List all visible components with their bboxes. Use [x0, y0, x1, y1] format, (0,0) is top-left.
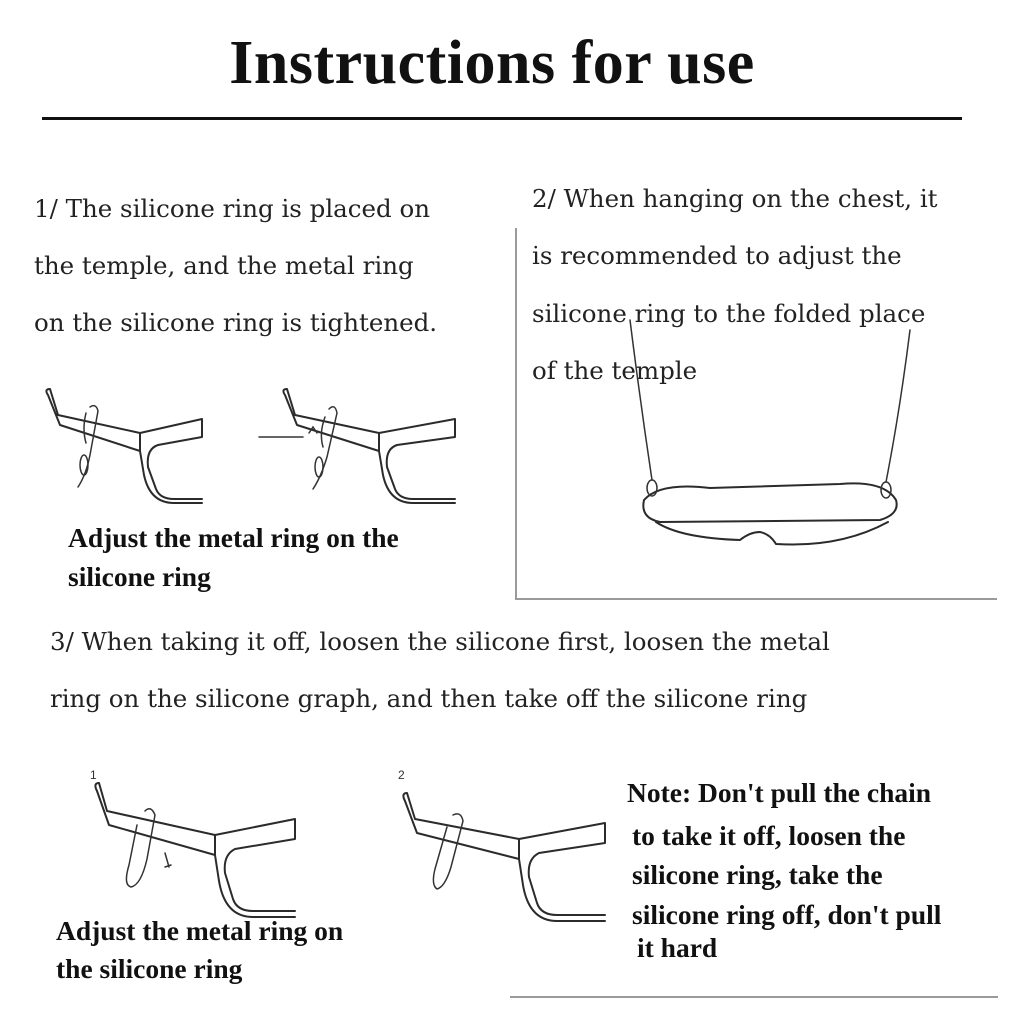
step1-caption-line-1: Adjust the metal ring on the [68, 522, 399, 553]
step3-caption-line-1: Adjust the metal ring on [56, 915, 344, 946]
bottom-divider [510, 996, 998, 998]
step1-line-3: on the silicone ring is tightened. [34, 308, 438, 337]
note-line-1: Note: Don't pull the chain [627, 777, 932, 808]
step1-illustration-b [255, 385, 465, 515]
step3-figure-1-number: 1 [90, 768, 97, 782]
column-divider [515, 228, 517, 600]
step3-illustration-1 [85, 775, 300, 925]
note-line-2: to take it off, loosen the [632, 820, 906, 851]
section-divider [515, 598, 997, 600]
step1-illustration-a [40, 385, 220, 515]
step3-illustration-2 [395, 775, 610, 925]
title-divider [42, 117, 962, 120]
step1-line-2: the temple, and the metal ring [34, 251, 414, 280]
note-line-3: silicone ring, take the [632, 859, 883, 890]
step2-hanging-glasses-illustration [600, 300, 920, 560]
step2-line-2: is recommended to adjust the [532, 241, 902, 270]
step3-line-2: ring on the silicone graph, and then take off the silicone ring [50, 684, 808, 713]
page-title: Instructions for use [229, 29, 755, 97]
step3-line-1: 3/ When taking it off, loosen the silicone first, loosen the metal [50, 627, 830, 656]
step2-line-4: of the temple [532, 356, 698, 385]
step1-caption-line-2: silicone ring [68, 561, 211, 592]
step3-caption-line-2: the silicone ring [56, 953, 243, 984]
note-line-4: silicone ring off, don't pull [632, 899, 942, 930]
step2-line-1: 2/ When hanging on the chest, it [532, 184, 938, 213]
step3-figure-2-number: 2 [398, 768, 405, 782]
step2-line-3: silicone ring to the folded place [532, 299, 926, 328]
step1-line-1: 1/ The silicone ring is placed on [34, 194, 430, 223]
note-line-5: it hard [637, 932, 718, 963]
